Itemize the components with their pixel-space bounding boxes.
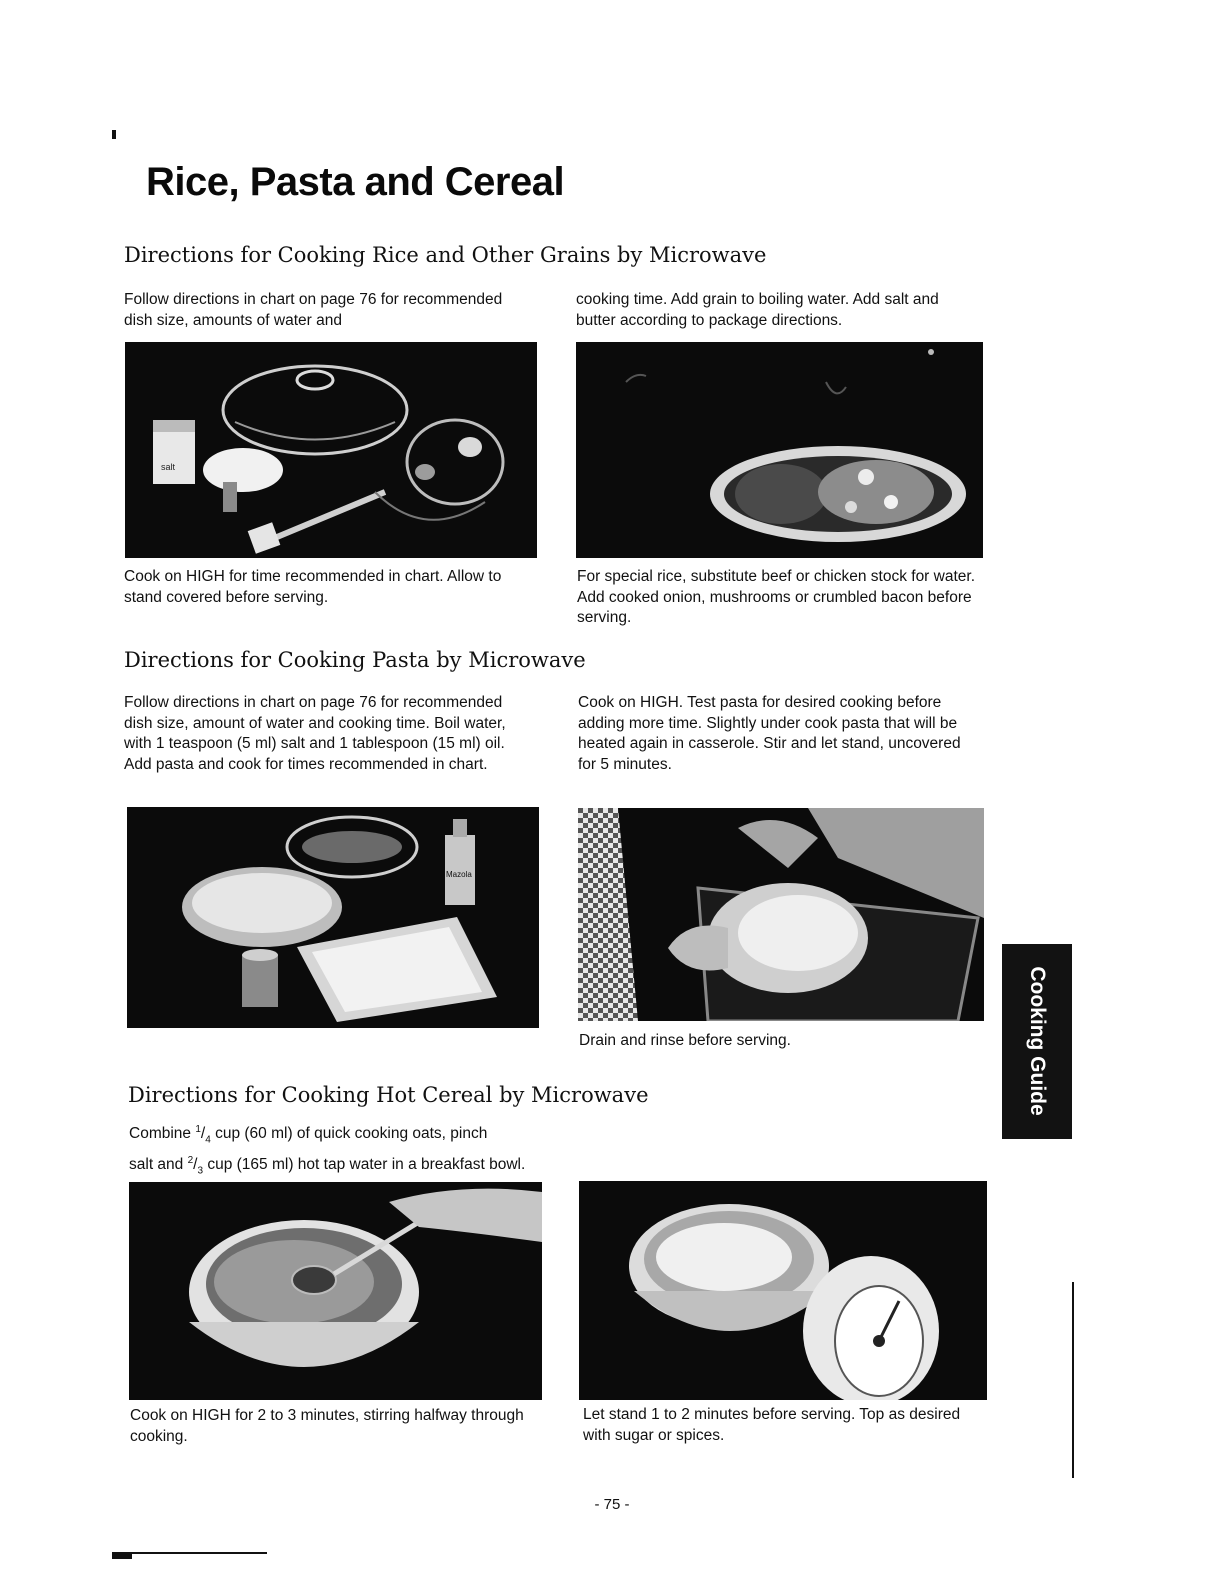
rice-photo-special [576, 342, 983, 558]
bottom-rule [112, 1552, 267, 1554]
cereal-caption-right: Let stand 1 to 2 minutes before serving. Top as desired with sugar or spices. [583, 1406, 961, 1444]
pasta-photo-draining [578, 808, 984, 1021]
rice-intro-left: Follow directions in chart on page 76 for recommended dish size, amounts of water and [124, 291, 503, 329]
cereal-intro [129, 1120, 599, 1182]
rice-heading: Directions for Cooking Rice and Other Grains by Microwave [124, 243, 767, 267]
rice-intro-right: cooking time. Add grain to boiling water. Add salt and butter according to package directions. [576, 291, 939, 329]
pasta-caption-right: Drain and rinse before serving. [579, 1032, 791, 1049]
top-mark [112, 130, 116, 139]
side-tab [1002, 944, 1072, 1139]
pasta-heading: Directions for Cooking Pasta by Microwave [124, 648, 586, 672]
pasta-photo-ingredients [127, 807, 539, 1028]
cereal-photo-standing [579, 1181, 987, 1400]
cereal-intro-line-1: Combine $^1/_4$ cup (60 ml) of quick cooking oats, pinch [129, 1124, 488, 1146]
cereal-caption-left: Cook on HIGH for 2 to 3 minutes, stirring halfway through cooking. [130, 1407, 524, 1445]
page-number: - 75 - [594, 1496, 630, 1513]
bottom-mark [112, 1552, 132, 1559]
cereal-photo-stirring [129, 1182, 542, 1400]
pasta-intro-left: Follow directions in chart on page 76 for recommended dish size, amount of water and cooking time. Boil water, with 1 teaspoon (5 ml) salt and 1 tablespoon (15 ml) oil. Add pasta and cook for times recommended in chart. [124, 694, 506, 773]
salt-label: salt [161, 462, 176, 472]
cereal-heading: Directions for Cooking Hot Cereal by Microwave [128, 1083, 649, 1107]
side-tab-label: Cooking Guide [1026, 966, 1049, 1116]
page-title: Rice, Pasta and Cereal [146, 160, 565, 204]
rice-caption-left: Cook on HIGH for time recommended in chart. Allow to stand covered before serving. [124, 568, 502, 606]
oil-label: Mazola [446, 870, 472, 879]
rice-photo-ingredients [125, 342, 537, 558]
pasta-intro-right: Cook on HIGH. Test pasta for desired cooking before adding more time. Slightly under cook pasta that will be heated again in casserole. Stir and let stand, uncovered for 5 minutes. [578, 694, 961, 773]
rice-caption-right: For special rice, substitute beef or chicken stock for water. Add cooked onion, mushrooms or crumbled bacon before serving. [577, 568, 976, 626]
edge-rule [1072, 1282, 1074, 1478]
cereal-intro-line-2: salt and $^2/_3$ cup (165 ml) hot tap water in a breakfast bowl. [129, 1154, 526, 1176]
